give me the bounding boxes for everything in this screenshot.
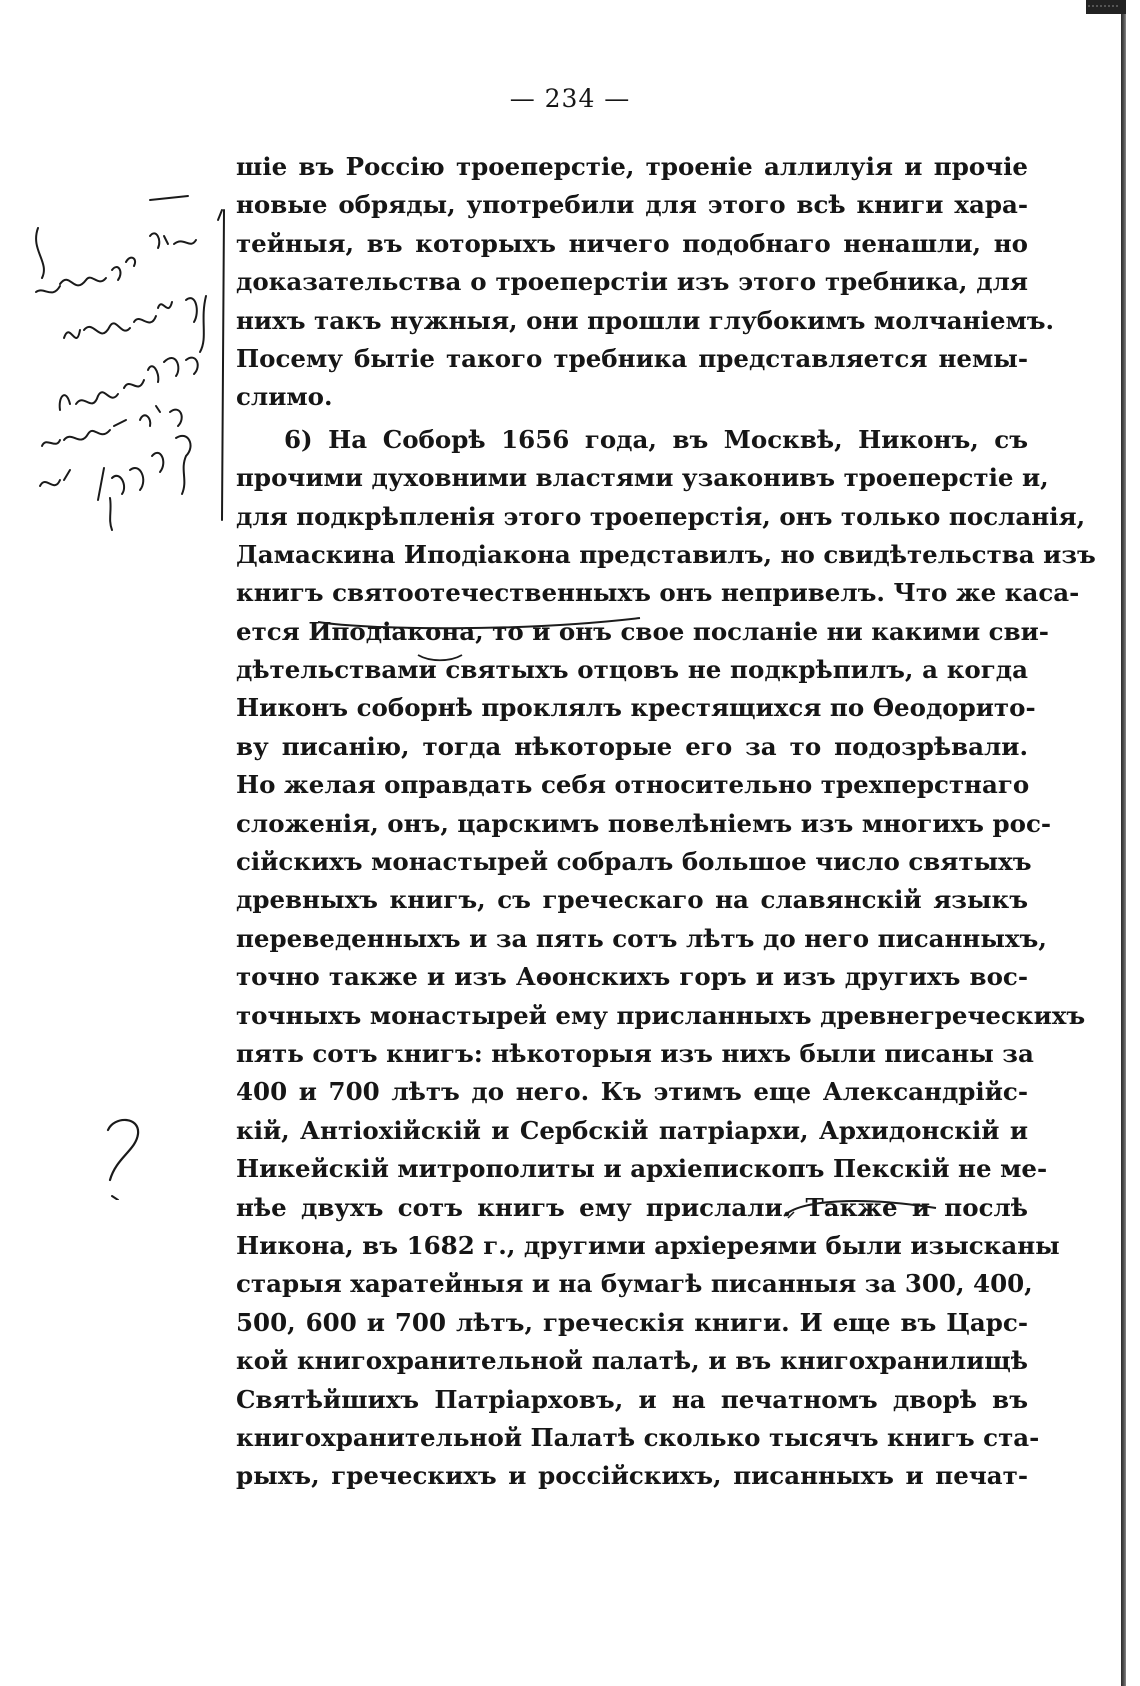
text-line: Никонъ соборнѣ проклялъ крестящихся по Ѳеодорито-: [236, 693, 1036, 723]
text-line: переведенныхъ и за пять сотъ лѣтъ до него писанныхъ,: [236, 923, 1047, 953]
text-line: 500, 600 и 700 лѣтъ, греческія книги. И еще въ Царс-: [236, 1307, 1028, 1337]
text-line: шіе въ Россію троеперстіе, троеніе аллилуія и прочіе: [236, 152, 1028, 181]
text-line: сложенія, онъ, царскимъ повелѣніемъ изъ многихъ рос-: [236, 808, 1052, 838]
page-number: — 234 —: [509, 84, 631, 113]
text-line: Но желая оправдать себя относительно трехперстнаго: [236, 770, 1030, 800]
text-line: для подкрѣпленія этого троеперстія, онъ только посланія,: [236, 501, 1086, 531]
handwritten-question-mark-icon: [88, 1110, 148, 1200]
text-line: Никона, въ 1682 г., другими архіереями были изысканы: [236, 1230, 1060, 1260]
text-line: тейныя, въ которыхъ ничего подобнаго ненашли, но: [236, 228, 1028, 258]
text-line: нѣе двухъ сотъ книгъ ему прислали. Также и послѣ: [236, 1192, 1028, 1222]
text-line: нихъ такъ нужныя, они прошли глубокимъ молчаніемъ.: [236, 305, 1055, 335]
text-line: новые обряды, употребили для этого всѣ книги хара-: [236, 190, 1028, 220]
text-line: Никейскій митрополиты и архіепископъ Пекскій не ме-: [236, 1154, 1048, 1184]
text-line: книгъ святоотечественныхъ онъ непривелъ. Что же каса-: [236, 578, 1080, 608]
text-line: Дамаскина Иподіакона представилъ, но свидѣтельства изъ: [236, 539, 1096, 569]
text-line: Святѣйшихъ Патріарховъ, и на печатномъ дворѣ въ: [236, 1384, 1028, 1414]
text-line: старыя харатейныя и на бумагѣ писанныя за 300, 400,: [236, 1269, 1033, 1299]
text-line: слимо.: [236, 382, 333, 412]
text-line: 6) На Соборѣ 1656 года, въ Москвѣ, Никонъ, съ: [284, 424, 1028, 454]
text-line: ву писанію, тогда нѣкоторые его за то подозрѣвали.: [236, 731, 1028, 761]
text-line: 400 и 700 лѣтъ до него. Къ этимъ еще Александрійс-: [236, 1077, 1028, 1107]
text-line: точныхъ монастырей ему присланныхъ древнегреческихъ: [236, 1000, 1086, 1030]
text-line: древныхъ книгъ, съ греческаго на славянскій языкъ: [236, 885, 1028, 915]
text-line: Посему бытіе такого требника представляется немы-: [236, 343, 1028, 373]
text-line: точно также и изъ Аѳонскихъ горъ и изъ другихъ вос-: [236, 962, 1028, 992]
text-line: пять сотъ книгъ: нѣкоторыя изъ нихъ были писаны за: [236, 1038, 1034, 1068]
text-line: кой книгохранительной палатѣ, и въ книгохранилищѣ: [236, 1346, 1028, 1376]
text-line: дѣтельствами святыхъ отцовъ не подкрѣпилъ, а когда: [236, 655, 1028, 685]
text-line: доказательства о троеперстіи изъ этого требника, для: [236, 267, 1028, 297]
text-line: сійскихъ монастырей собралъ большое число святыхъ: [236, 847, 1032, 877]
handwritten-marginal-note-icon: [0, 0, 236, 1686]
text-line: прочими духовними властями узаконивъ троеперстіе и,: [236, 463, 1049, 493]
text-line: книгохранительной Палатѣ сколько тысячъ книгъ ста-: [236, 1422, 1040, 1452]
text-line: рыхъ, греческихъ и россійскихъ, писанныхъ и печат-: [236, 1461, 1028, 1491]
text-line: кій, Антіохійскій и Сербскій патріархи, Архидонскій и: [236, 1115, 1028, 1145]
text-line: ется Иподіакона, то и онъ свое посланіе ни какими сви-: [236, 616, 1049, 646]
